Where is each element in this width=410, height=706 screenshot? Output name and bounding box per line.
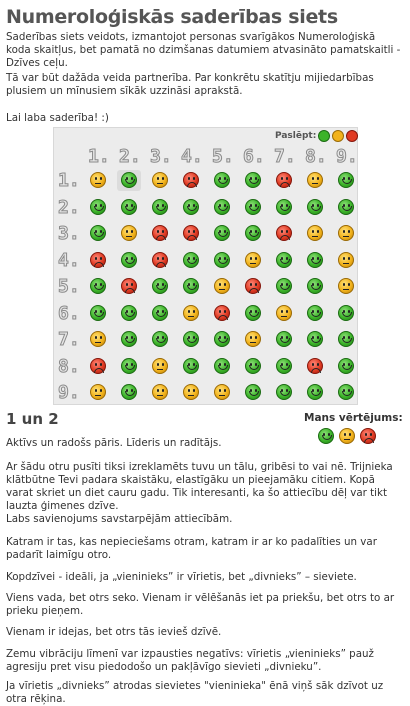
good-face-icon [214,199,230,215]
detail-paragraph-8: Zemu vibrāciju līmenī var izpausties negatīvs: vīrietis „vieninieks” pauž agresiju pret visu piedodošo un pakļāvīgo sievieti „divnieku”. [6,648,374,673]
good-face-icon [245,384,261,400]
grid-cell-3-1[interactable] [86,223,110,244]
bad-face-icon [276,225,292,241]
neutral-face-icon [214,384,230,400]
good-face-icon [307,384,323,400]
grid-cell-9-9[interactable] [334,382,358,403]
grid-cell-2-1[interactable] [86,197,110,218]
detail-paragraph-1: Aktīvs un radošs pāris. Līderis un radītājs. [6,437,222,449]
grid-cell-1-2[interactable] [117,170,141,191]
good-face-icon [245,358,261,374]
column-header-5: 5. [212,146,234,167]
good-face-icon [152,331,168,347]
good-face-icon [276,358,292,374]
grid-cell-7-7[interactable] [272,329,296,350]
neutral-face-icon [276,305,292,321]
good-face-icon [338,358,354,374]
grid-cell-4-9[interactable] [334,250,358,271]
row-header-9: 9. [58,382,80,403]
grid-cell-2-4[interactable] [179,197,203,218]
detail-title: 1 un 2 [6,410,59,428]
good-face-icon [245,305,261,321]
good-face-icon [214,358,230,374]
rating-label: Mans vērtējums: [304,412,403,424]
grid-cell-6-1[interactable] [86,303,110,324]
bad-face-icon [245,278,261,294]
grid-cell-9-7[interactable] [272,382,296,403]
bad-face-icon [214,305,230,321]
good-face-icon [307,305,323,321]
grid-cell-9-4[interactable] [179,382,203,403]
good-face-icon [276,199,292,215]
grid-cell-9-3[interactable] [148,382,172,403]
good-face-icon [183,199,199,215]
grid-cell-1-4[interactable] [179,170,203,191]
neutral-face-icon [214,278,230,294]
bad-face-icon [183,225,199,241]
grid-cell-8-6[interactable] [241,356,265,377]
row-header-6: 6. [58,303,80,324]
neutral-face-icon [338,278,354,294]
neutral-face-icon [152,358,168,374]
rate-good-icon[interactable] [318,428,334,444]
bad-face-icon [90,252,106,268]
grid-cell-8-7[interactable] [272,356,296,377]
grid-cell-6-4[interactable] [179,303,203,324]
good-face-icon [90,278,106,294]
bad-face-icon [307,358,323,374]
grid-cell-5-2[interactable] [117,276,141,297]
neutral-face-icon [338,225,354,241]
grid-cell-7-8[interactable] [303,329,327,350]
grid-cell-4-1[interactable] [86,250,110,271]
detail-paragraph-9: Ja vīrietis „divnieks” atrodas sievietes "vieninieka" ēnā viņš sāk dzīvot uz otra rēķina. [6,680,384,705]
good-face-icon [121,384,137,400]
column-header-1: 1. [88,146,110,167]
grid-cell-9-5[interactable] [210,382,234,403]
grid-cell-8-8[interactable] [303,356,327,377]
good-face-icon [276,278,292,294]
grid-cell-4-5[interactable] [210,250,234,271]
grid-cell-9-1[interactable] [86,382,110,403]
good-face-icon [121,305,137,321]
hide-good-toggle-icon[interactable] [318,130,330,142]
grid-cell-9-6[interactable] [241,382,265,403]
neutral-face-icon [152,384,168,400]
grid-cell-5-9[interactable] [334,276,358,297]
grid-cell-2-2[interactable] [117,197,141,218]
rate-neutral-icon[interactable] [339,428,355,444]
neutral-face-icon [307,172,323,188]
grid-cell-5-6[interactable] [241,276,265,297]
neutral-face-icon [183,305,199,321]
detail-paragraph-5: Kopdzīvei - ideāli, ja „vieninieks” ir vīrietis, bet „divnieks” – sieviete. [6,571,357,583]
column-header-9: 9. [336,146,358,167]
grid-cell-2-5[interactable] [210,197,234,218]
grid-cell-8-2[interactable] [117,356,141,377]
neutral-face-icon [338,252,354,268]
grid-cell-4-4[interactable] [179,250,203,271]
neutral-face-icon [90,331,106,347]
grid-cell-4-2[interactable] [117,250,141,271]
neutral-face-icon [90,172,106,188]
good-face-icon [245,199,261,215]
good-face-icon [90,305,106,321]
good-face-icon [338,384,354,400]
good-face-icon [307,199,323,215]
bad-face-icon [183,172,199,188]
grid-cell-1-6[interactable] [241,170,265,191]
good-face-icon [90,199,106,215]
neutral-face-icon [152,172,168,188]
intro-paragraph-1: Saderības siets veidots, izmantojot personas svarīgākos Numeroloģiskā koda skaitļus, bet pamatā no dzimšanas datumiem atvasināto pamatskaitli - Dzīves ceļu. [6,31,401,69]
column-header-3: 3. [150,146,172,167]
good-face-icon [214,225,230,241]
grid-cell-6-2[interactable] [117,303,141,324]
good-face-icon [183,252,199,268]
grid-cell-2-3[interactable] [148,197,172,218]
hide-neutral-toggle-icon[interactable] [332,130,344,142]
grid-cell-5-1[interactable] [86,276,110,297]
grid-cell-6-6[interactable] [241,303,265,324]
row-header-5: 5. [58,276,80,297]
detail-paragraph-6: Viens vada, bet otrs seko. Vienam ir vēlēšanās iet pa priekšu, bet otrs to ar prieku pieņem. [6,592,395,617]
grid-cell-7-9[interactable] [334,329,358,350]
good-face-icon [338,172,354,188]
good-face-icon [338,199,354,215]
grid-cell-3-6[interactable] [241,223,265,244]
grid-cell-3-8[interactable] [303,223,327,244]
grid-cell-7-6[interactable] [241,329,265,350]
grid-cell-1-3[interactable] [148,170,172,191]
bad-face-icon [152,225,168,241]
column-header-4: 4. [181,146,203,167]
grid-cell-1-8[interactable] [303,170,327,191]
grid-cell-3-2[interactable] [117,223,141,244]
grid-cell-5-5[interactable] [210,276,234,297]
bad-face-icon [90,358,106,374]
good-face-icon [90,225,106,241]
grid-cell-3-3[interactable] [148,223,172,244]
good-face-icon [121,331,137,347]
grid-cell-3-5[interactable] [210,223,234,244]
good-face-icon [121,358,137,374]
column-header-7: 7. [274,146,296,167]
grid-cell-5-3[interactable] [148,276,172,297]
neutral-face-icon [90,384,106,400]
good-face-icon [183,278,199,294]
good-face-icon [214,252,230,268]
rate-bad-icon[interactable] [360,428,376,444]
grid-cell-6-7[interactable] [272,303,296,324]
grid-cell-6-8[interactable] [303,303,327,324]
intro-paragraph-2: Tā var būt dažāda veida partnerība. Par konkrētu skatītju mijiedarbības plusiem un mīnusiem sīkāk uzzināsi aprakstā. [6,72,374,97]
grid-cell-1-1[interactable] [86,170,110,191]
row-header-1: 1. [58,170,80,191]
intro-paragraph-3: Lai laba saderība! :) [6,112,109,124]
good-face-icon [307,331,323,347]
grid-cell-2-9[interactable] [334,197,358,218]
column-header-8: 8. [305,146,327,167]
grid-cell-2-6[interactable] [241,197,265,218]
grid-cell-7-4[interactable] [179,329,203,350]
grid-cell-1-7[interactable] [272,170,296,191]
grid-cell-5-8[interactable] [303,276,327,297]
good-face-icon [152,305,168,321]
good-face-icon [338,305,354,321]
detail-paragraph-3: Labs savienojums savstarpējām attiecībām. [6,513,233,525]
grid-cell-8-3[interactable] [148,356,172,377]
good-face-icon [183,358,199,374]
grid-cell-7-3[interactable] [148,329,172,350]
detail-paragraph-2: Ar šādu otru pusīti tiksi izreklamēts tuvu un tālu, gribēsi to vai nē. Trijnieka klātbūtne Tevi padara skaistāku, elastīgāku un pieejamāku citiem. Kopā varat skriet un diet cauru gadu. Tik interesanti, ka šo attiecību dēļ var tikt lauzta ģimenes dzīve. [6,461,393,512]
grid-cell-8-1[interactable] [86,356,110,377]
good-face-icon [338,331,354,347]
grid-cell-3-7[interactable] [272,223,296,244]
row-header-2: 2. [58,197,80,218]
grid-cell-4-8[interactable] [303,250,327,271]
good-face-icon [307,252,323,268]
grid-cell-9-8[interactable] [303,382,327,403]
hide-label: Paslēpt: [275,131,317,141]
good-face-icon [276,331,292,347]
grid-cell-7-2[interactable] [117,329,141,350]
row-header-7: 7. [58,329,80,350]
grid-cell-3-9[interactable] [334,223,358,244]
good-face-icon [121,252,137,268]
good-face-icon [152,278,168,294]
grid-cell-7-5[interactable] [210,329,234,350]
grid-cell-8-9[interactable] [334,356,358,377]
grid-cell-7-1[interactable] [86,329,110,350]
grid-cell-5-4[interactable] [179,276,203,297]
neutral-face-icon [245,252,261,268]
row-header-8: 8. [58,356,80,377]
detail-paragraph-4: Katram ir tas, kas nepieciešams otram, katram ir ar ko padalīties un var padarīt laimīgu otro. [6,536,377,561]
good-face-icon [121,172,137,188]
bad-face-icon [276,172,292,188]
grid-cell-8-5[interactable] [210,356,234,377]
grid-cell-9-2[interactable] [117,382,141,403]
good-face-icon [276,252,292,268]
good-face-icon [183,331,199,347]
good-face-icon [121,199,137,215]
grid-cell-5-7[interactable] [272,276,296,297]
good-face-icon [276,384,292,400]
good-face-icon [152,199,168,215]
grid-cell-8-4[interactable] [179,356,203,377]
good-face-icon [245,172,261,188]
bad-face-icon [121,278,137,294]
grid-cell-6-5[interactable] [210,303,234,324]
grid-cell-4-3[interactable] [148,250,172,271]
good-face-icon [214,172,230,188]
grid-cell-1-5[interactable] [210,170,234,191]
neutral-face-icon [121,225,137,241]
grid-cell-2-8[interactable] [303,197,327,218]
page-title: Numeroloģiskās saderības siets [6,6,338,28]
grid-cell-6-9[interactable] [334,303,358,324]
grid-cell-4-6[interactable] [241,250,265,271]
bad-face-icon [152,252,168,268]
grid-cell-1-9[interactable] [334,170,358,191]
good-face-icon [214,331,230,347]
row-header-4: 4. [58,250,80,271]
grid-cell-6-3[interactable] [148,303,172,324]
row-header-3: 3. [58,223,80,244]
neutral-face-icon [307,225,323,241]
neutral-face-icon [245,331,261,347]
grid-cell-3-4[interactable] [179,223,203,244]
neutral-face-icon [183,384,199,400]
hide-bad-toggle-icon[interactable] [346,130,358,142]
good-face-icon [245,225,261,241]
grid-cell-2-7[interactable] [272,197,296,218]
column-header-2: 2. [119,146,141,167]
good-face-icon [307,278,323,294]
detail-paragraph-7: Vienam ir idejas, bet otrs tās ievieš dzīvē. [6,626,222,638]
grid-cell-4-7[interactable] [272,250,296,271]
column-header-6: 6. [243,146,265,167]
